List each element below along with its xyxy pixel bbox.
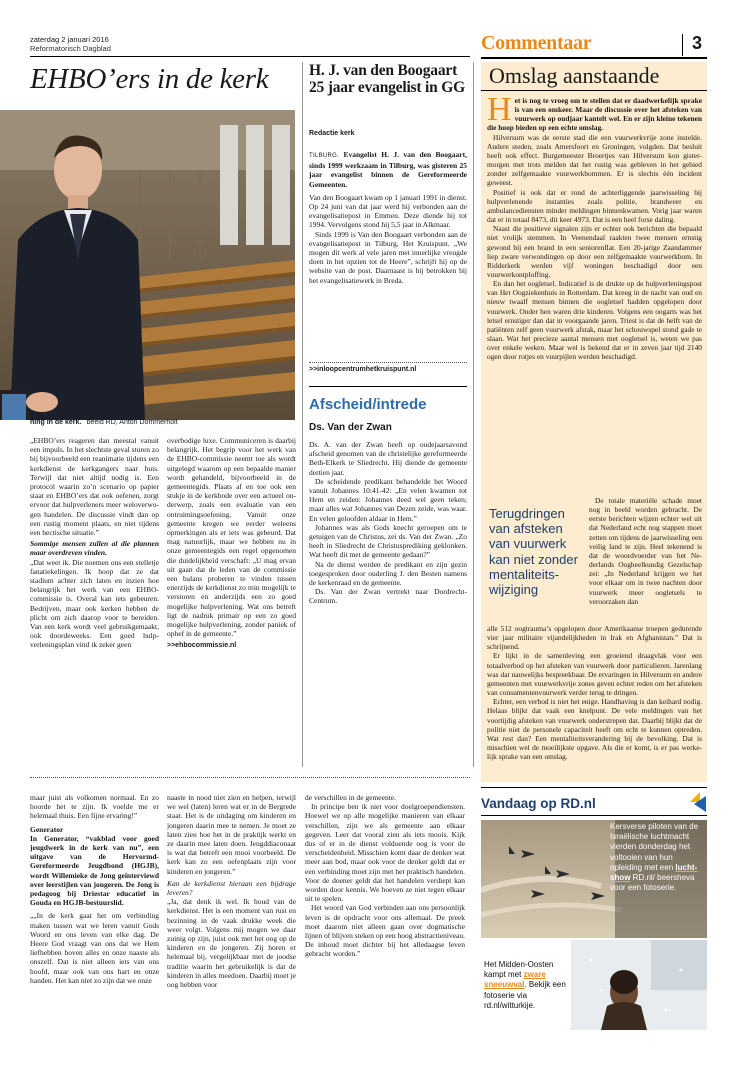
drop-cap: H xyxy=(487,96,512,128)
paragraph: In Generator, “vakblad voor goed jeugdwerk in de kerk van nu”, een uitgave van de Hervormd-Gereformeerde Jeugdbond (HGJB), wordt Willemieke de Jong geïnterviewd over leerstijlen van jongeren. De Jong is pedagoog bij Driestar educatief in Gouda en HGJB-bestuurslid. xyxy=(30,833,159,908)
promo-header-rule xyxy=(481,815,707,816)
interview-question: Kan de kerkdienst hieraan een bijdrage leveren? xyxy=(167,878,296,898)
promo-bottom-text xyxy=(484,960,574,1011)
rd-logo-icon xyxy=(688,790,708,814)
paragraph: Johannes was als Gods knecht geroepen om te getuigen van de Christus, zei ds. Van der Zwan. „Zo heeft in Sliedrecht de Christusprediking geklonken. Wat heeft dit met de gemeente gedaan?” xyxy=(309,522,467,560)
column-divider xyxy=(302,62,303,767)
subheading: Generator xyxy=(30,824,64,834)
commentary-body xyxy=(487,96,702,496)
pull-quote: Terugdringen van afsteken van vuurwerk kan niet zonder mentaliteitswijziging xyxy=(489,506,578,598)
paragraph: „Ja, dat denk ik wel. Ik houd van de kerkdienst. Het is een moment van rust en bezinning in de vaak drukke week die weer volgt. Volgens mij mogen we daar zuinig op zijn, juist ook met het oog op de kinderen en de jongeren. Zij horen er helemaal bij, vergelijkbaar met de joodse traditie waarin het gebruikelijk is dat de kinderen in alles meedoen. Daarbij moet je oog hebben voor xyxy=(167,897,296,990)
column-divider xyxy=(473,62,474,767)
paragraph: Ds. Van der Zwan vertrekt naar Dordrecht-Centrum. xyxy=(309,587,467,606)
caption-lead: ning in de kerk. xyxy=(30,419,82,426)
lead: Evangelist H. J. van den Boogaart, sinds 1999 werkzaam in Tilburg, was gisteren 25 jaar evangelist binnen de Gereformeerde Gemeenten. xyxy=(309,150,467,189)
dotted-divider xyxy=(309,362,467,363)
afscheid-body xyxy=(309,440,467,770)
fold-divider xyxy=(30,777,470,778)
article-link[interactable]: >>ehbocommissie.nl xyxy=(167,642,237,650)
masthead-rule xyxy=(30,56,470,57)
paragraph: Ds. A. van der Zwan heeft op oudejaarsavond afscheid genomen van de christelijke gereformeerde Beth-Elkerk te Sliedrecht. Hij diende de gemeente dertien jaar. xyxy=(309,440,467,477)
commentary-narrow-col xyxy=(589,496,702,624)
article-photo xyxy=(0,110,295,420)
promo-top-rule xyxy=(481,787,707,788)
section-divider xyxy=(309,386,467,387)
afscheid-name: Ds. Van der Zwan xyxy=(309,422,392,433)
promo-top-text xyxy=(610,822,704,893)
left-article-col2 xyxy=(167,436,296,736)
paragraph: Na de dienst werden de predikant en zijn gezin toegesproken door ouderling J. den Besten namens de kerkenraad en de gemeente. xyxy=(309,559,467,588)
middle-article-body xyxy=(309,150,467,360)
paragraph: Hilversum was de eerste stad die een vuurwerkvrije zone instelde. Andere steden, zoals Amersfoort en Groningen, volgden. Dat besluit heeft ook effect. Burgemeester Broertjes van Hilversum kon gistermorgen met trots melden dat het rustig was gebleven in het gebied zonder zelfgemaakte vuurwerkbommen. Er is slechts één incident geweest. xyxy=(487,132,702,188)
page-number: 3 xyxy=(692,33,703,53)
paragraph: De scheidende predikant behandelde het Woord vanuit Johannes 10:41-42: „En velen kwamen tot Hem en zeiden: Johannes deed wel geen teken; maar alles wat Johannes van Dezen zeide, was waar. En velen geloofden aldaar in Hem.” xyxy=(309,476,467,523)
promo-bottom-post: . Bekijk een fotoserie via rd.nl/witturkije. xyxy=(484,980,566,1010)
lower-col3 xyxy=(305,793,465,1043)
issue-date: zaterdag 2 januari 2016 xyxy=(30,35,109,44)
paragraph: In principe ben ik niet voor doelgroependiensten. Hoewel we op alle mogelijke manieren van elkaar verschillen, zijn we als gemeente aan elkaar gegeven. Leer dat vooral zien als iets moois. Kijk dus of er in de dienst voldoende oog is voor de verscheidenheid. Misschien komt daar de denker wat meer aan bod, maar ook voor de denker geldt dat er een verbinding moet zijn met het praktisch handelen. Voor de doener geldt dat het handelen verdiept kan worden door kennis. We hoeven ze niet tegen elkaar uit te spelen. xyxy=(305,802,465,904)
promo-bottom-pre: Het Midden-Oosten kampt met xyxy=(484,960,554,980)
paragraph: Er lijkt in de samenleving een groeiend draagvlak voor een totaalverbod op het afsteken van vuurwerk door particulieren. Jarenlang was dat nauwelijks bespreekbaar. De ervaringen in Hilversum en andere gemeenten met vuurwerkvrije zones geven echter reden om het afsteken van consumentenvuurwerk verder terug te dringen. xyxy=(487,651,702,698)
middle-link[interactable]: >>inloopcentrumhetkruispunt.nl xyxy=(309,366,417,373)
dateline: TILBURG. xyxy=(309,153,340,159)
section-label: Commentaar xyxy=(481,32,592,54)
promo-top-pre: Kersverse piloten van de Israëlische luchtmacht vierden donderdag het voltooien van hun opleiding met een xyxy=(610,822,699,872)
commentary-rest xyxy=(487,624,702,779)
article-title: EHBO’ers in de kerk xyxy=(30,63,269,95)
lower-col1 xyxy=(30,793,159,1043)
paragraph: de verschillen in de gemeente. xyxy=(305,793,397,802)
church-interior-photo xyxy=(0,110,295,420)
paragraph: Het woord van God verbinden aan ons persoonlijk leven is de opdracht voor ons allemaal. De preek moet daarom niet alleen gaan over dogmatische lijnen of blijven steken op een hoog abstractieniveau. De inhoud moet dichter bij het alledaagse leven gebracht worden.” xyxy=(305,903,465,959)
promo-bottom-link[interactable]: zware sneeuwval xyxy=(484,970,546,990)
commentary-title-rule xyxy=(481,90,707,91)
paragraph: „„In de kerk gaat het om verbinding maken tussen wat we leren vanuit Gods Woord en ons leven van elke dag. De Heere God vraagt van ons dat we Hem liefhebben boven alles en onze naaste als onszelf. Dat is niet alleen iets van ons hoofd, maar ook van ons hart en onze handen. Het kan niet zo zijn dat we onze xyxy=(30,911,159,985)
lower-col2 xyxy=(167,793,296,1043)
paragraph: Van den Boogaart kwam op 1 januari 1991 in dienst. Op 24 juni van dat jaar werd hij verbonden aan de evangelisatiepost in Emmen. Deze diende hij tot 1994. Vervolgens stond hij 5,5 jaar in Alkmaar. xyxy=(309,192,467,230)
paragraph: „EHBO’ers reageren dan meestal vanuit een impuls. In het slechtste geval sturen zo bij bijvoorbeeld een reanimatie tijdens een kerkdienst de kerkgangers naar huis. Terwijl dat niet altijd nodig is. Een protocol waarin zo’n scenario op papier staat en EHBO’ers dat ook oefenen, zorgt ervoor dat hulpverleners meer weloverwogen handelen. De discussie vindt dan op een rustig moment plaats, en niet tijdens een hectische situatie.” xyxy=(30,436,159,538)
caption-credit: beeld RD, Anton Dommerholt xyxy=(86,419,178,426)
middle-title: H. J. van den Boogaart 25 jaar evangelist in GG xyxy=(309,62,465,96)
interview-question: Sommige mensen zullen al die plannen maar overdreven vinden. xyxy=(30,539,159,558)
paragraph: naaste in nood niet zien en helpen, terwijl we wel (laten) leren wat er in de Bergrede staat. Het is de uitdaging om kinderen en jongeren daarin mee te nemen. Je moet ze laten zien hoe het in de praktijk werkt en ze daarin mee laten doen. Jeugddiaconaat is wat dat betreft een mooi voorbeeld. De kerk kan zo een oefenplaats zijn voor kinderen en jongeren.” xyxy=(167,793,296,876)
paragraph: maar juist als volkomen normaal. En zo hoorde het te zijn. Ik voelde me er helemaal thuis. Een fijne ervaring!” xyxy=(30,793,159,821)
paper-name: Reformatorisch Dagblad xyxy=(30,44,111,53)
afscheid-kicker: Afscheid/intrede xyxy=(309,396,427,413)
paragraph: En dan het oogletsel. Indicatief is de drukte op de hulpverleningspost van Het Oogziekenhuis in Rotterdam. Dat kreeg in de nacht van oud en nieuw twaalf mensen binnen die oogletsel hadden opgelopen door vuurwerk. Onder hen waren drie kinderen. Volgens een oogarts was het letsel ernstiger dan dat in voorgaande jaren. Triest is dat de helft van de patiënten zelf geen vuurwerk afstak, maar het schouwspel stond gade te slaan. Wat het precieze aantal mensen met oogletsel is, weten we pas over enkele weken. Maar wel is bekend dat er in zeven jaar tijd 2140 ogen door rotjes en vuurpijlen werden beschadigd. xyxy=(487,279,702,362)
paragraph: „Dat weet ik. Die noemen ons een stelletje fanatiekelingen. Ik hoop dat ze dat stadium achter zich laten en inzien hoe belangrijk het werk van een EHBO-commissie is. Overal kan iets gebeuren. Bedrijven, maar ook kerken hebben de plicht om zich daarop voor te bereiden. Van een kerk wordt veel gebruikgemaakt, ook doordeweeks. Een goed hulpverleningsplan vind ik zeker geen xyxy=(30,557,159,650)
commentary-title: Omslag aanstaande xyxy=(489,63,660,88)
paragraph: Positief is ook dat er rond de achterliggende jaarwisseling bij hulpverlenende instanties zoals politie, brandweer en ambulancediensten minder meldingen binnenkwamen. Vorig jaar waren dat er in totaal 8473, dit keer 4973. Dat is een heel forse daling. xyxy=(487,187,702,225)
page-number-divider xyxy=(682,34,683,56)
intro: et is nog te vroeg om te stellen dat er daadwerkelijk sprake is van een omkeer. Maar de discussie over het afsteken van vuurwerk op oudjaar kantelt wel. En er zijn kleine tekenen die hoop bieden op een echte omslag. xyxy=(487,96,702,133)
paragraph: Sinds 1999 is Van den Boogaart verbonden aan de evangelisatiepost in Tilburg, Het Kruispunt. „We mogen dit werk al vele jaren met innerlijke vreugde doen in het opzien tot de Heere”, schrijft hij op de website van de post. Daarnaast is hij betrokken bij het evangelisatiewerk in Breda. xyxy=(309,229,467,285)
paragraph: Naast die positieve signalen zijn er echter ook berichten die bepaald niet vrolijk stemmen. In Veenendaal raakten twee mensen ernstig gewond bij een brand in een seniorenflat. Een 20-jarige Zaandammer liep zware verwondingen op door een zelfgemaakte vuurwerkbom. In Ridderkerk werden vijf woningen beschadigd door een vuurwerkontploffing. xyxy=(487,224,702,279)
promo-top-post: RD.nl/ beersheva voor een fotoserie. xyxy=(610,873,695,893)
promo-top-link[interactable]: luchtshow xyxy=(610,862,698,883)
left-article-col1 xyxy=(30,436,159,766)
paragraph: Echter, een verbod is niet het enige. Handhaving is dan keihard nodig. Helaas blijkt dat vaak een knelpunt. De vele meldingen van het voortijdig afsteken van vuurwerk onderstrepen dat. Daarbij blijkt dat de politie niet de personele capaciteit heeft om echt te kunnen optreden. Wat rest dan? Een mentaliteitsverandering bij de bevolking. Dat is misschien wel de moeilijkste opgave. Als die er komt, is er pas werkelijk sprake van een omslag. xyxy=(487,697,702,762)
paragraph: De totale materiële schade moet nog in beeld worden gebracht. De eerste berichten wijzen echter wel uit dat Nederland echt nog stappen moet zetten om tijdens de jaarwisseling een veilig land te zijn. Heel tekenend is dat de woordvoerder van het Nederlands Oogheelkundig Gezelschap zei: „In Nederland krijgen we het voor elkaar om in twee nachten door vuurwerk meer oogletsels te veroorzaken dan xyxy=(589,496,702,606)
paragraph: alle 512 oogtrauma’s opgelopen door Amerikaanse troepen gedurende vier jaar militaire vijandelijkheden in Irak en Afghanistan.” Dat is schrijnend. xyxy=(487,624,702,652)
paragraph: overbodige luxe. Communiceren is daarbij belangrijk. Het begrip voor het werk van de EHBO-commissie neemt toe als wordt uitgelegd waarom op een bepaalde manier wordt gehandeld, bijvoorbeeld in de gemeentegids. Plaats af en toe ook een stukje in de kerkbode over een actueel onderwerp, zoals een evaluatie van een ontruimingsoefening. Vanuit onze gemeente kregen we eerder weleens opmerkingen als er iets was gebeurd. Dat mag natuurlijk, maar we hebben nu in onze gemeentegids een regel opgenomen die duidelijkheid verschaft: „U mag ervan uit gaan dat de leden van de commissie een balans proberen te vinden tussen enerzijds de kerkdienst zo min mogelijk te verstoren en anderzijds een zo goed mogelijke hulpverlening. Wat ons betreft ligt de nadruk primair op een zo goed mogelijke hulpverlening, zonder paniek of ophef in de gemeente.” xyxy=(167,436,296,639)
middle-byline: Redactie kerk xyxy=(309,130,355,137)
promo-header: Vandaag op RD.nl xyxy=(481,796,596,811)
section-rule xyxy=(481,57,707,59)
photo-caption xyxy=(30,418,178,427)
